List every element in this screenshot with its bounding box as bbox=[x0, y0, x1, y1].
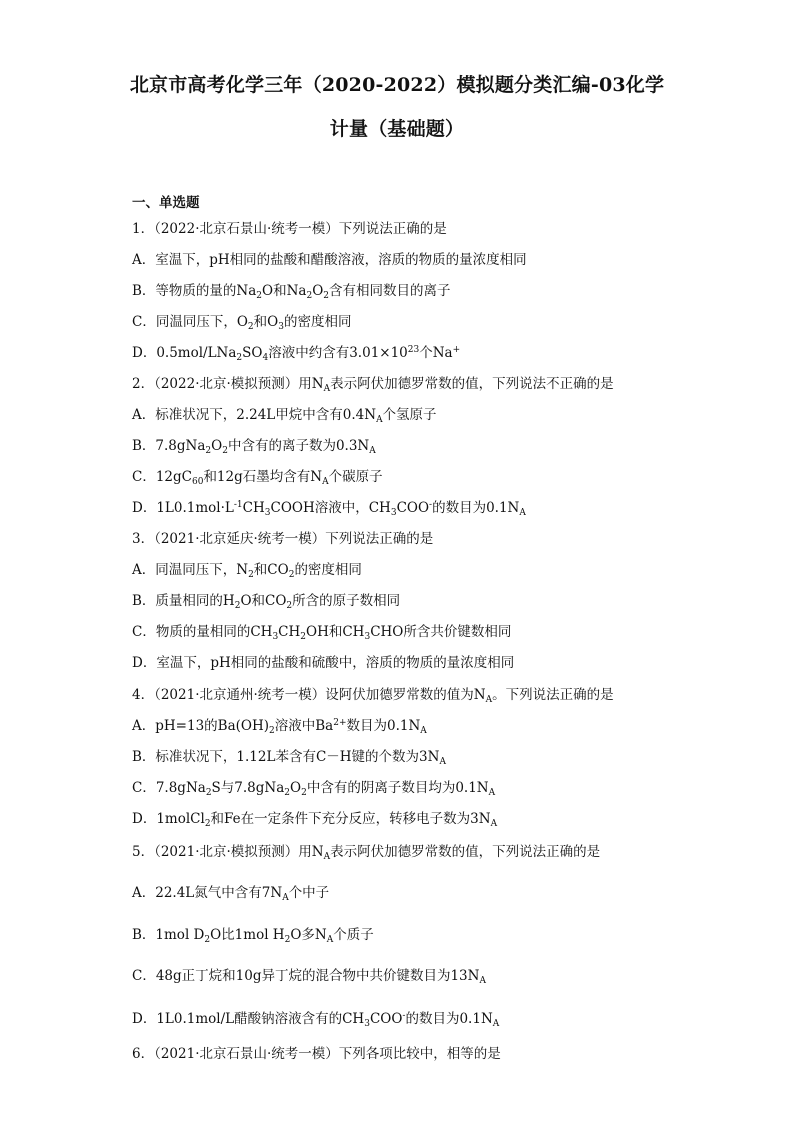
question-option: C．$12gC_{60}$和12g石墨均含有$N_A$个碳原子 bbox=[132, 469, 383, 487]
question-option: D．$0.5mol/LNa_2SO_4$溶液中约含有$3.01\times 10^{23}$个Na+ bbox=[132, 345, 461, 363]
question-option: C．物质的量相同的$CH_3CH_2OH$和$CH_3CHO$所含共价键数相同 bbox=[132, 624, 512, 642]
question-stem: 3．（2021·北京延庆·统考一模）下列说法正确的是 bbox=[132, 531, 434, 547]
section-heading: 一、单选题 bbox=[132, 195, 200, 211]
question-stem: 6．（2021·北京石景山·统考一模）下列各项比较中，相等的是 bbox=[132, 1046, 501, 1062]
question-option: A．pH=13的$Ba(OH)_2$溶液中$Ba^{2+}$数目为$0.1N_A$ bbox=[132, 718, 427, 736]
question-option: D．1molCl$_2$和Fe在一定条件下充分反应，转移电子数为$3N_A$ bbox=[132, 811, 498, 829]
question-option: C．同温同压下，$O_2$和$O_3$的密度相同 bbox=[132, 314, 352, 332]
question-option: B．$7.8gNa_2O_2$中含有的离子数为$0.3N_A$ bbox=[132, 438, 376, 456]
question-option: A．室温下，pH相同的盐酸和醋酸溶液，溶质的物质的量浓度相同 bbox=[132, 252, 527, 268]
document-title-line-1: 北京市高考化学三年（2020-2022）模拟题分类汇编-03化学 bbox=[129, 74, 665, 96]
question-option: D．室温下，pH相同的盐酸和硫酸中，溶质的物质的量浓度相同 bbox=[132, 655, 515, 671]
question-option: D．1L0.1mol/L醋酸钠溶液含有的$CH_3COO^-$的数目为$0.1N_A$ bbox=[132, 1011, 500, 1029]
question-option: B．等物质的量的$Na_2O$和$Na_2O_2$含有相同数目的离子 bbox=[132, 283, 451, 301]
question-option: B．质量相同的$H_2O$和$CO_2$所含的原子数相同 bbox=[132, 593, 401, 611]
question-option: A．22.4L氮气中含有$7N_A$个中子 bbox=[132, 885, 330, 903]
question-option: D．$1L0.1mol\cdot L^{-1}CH_3COOH$溶液中，$CH_3COO^-$的数目为$0.1N_A$ bbox=[132, 500, 526, 518]
question-option: C．48g正丁烷和10g异丁烷的混合物中共价键数目为$13N_A$ bbox=[132, 968, 486, 986]
question-option: B．1mol $D_2O$比1mol $H_2O$多$N_A$个质子 bbox=[132, 927, 374, 945]
document-title-line-2: 计量（基础题） bbox=[329, 118, 465, 140]
question-stem: 1．（2022·北京石景山·统考一模）下列说法正确的是 bbox=[132, 221, 447, 237]
question-option: C．7.8gNa$_2$S与$7.8gNa_2O_2$中含有的阴离子数目均为$0.1N_A$ bbox=[132, 780, 496, 798]
question-stem: 5．（2021·北京·模拟预测）用$N_A$表示阿伏加德罗常数的值，下列说法正确的是 bbox=[132, 844, 601, 862]
question-stem: 2．（2022·北京·模拟预测）用$N_A$表示阿伏加德罗常数的值，下列说法不正确的是 bbox=[132, 376, 614, 394]
question-option: A．同温同压下，$N_2$和$CO_2$的密度相同 bbox=[132, 562, 362, 580]
question-stem: 4．（2021·北京通州·统考一模）设阿伏加德罗常数的值为$N_A$。下列说法正确的是 bbox=[132, 687, 614, 705]
question-option: A．标准状况下，2.24L甲烷中含有$0.4N_A$个氢原子 bbox=[132, 407, 437, 425]
question-option: B．标准状况下，1.12L苯含有C－H键的个数为$3N_A$ bbox=[132, 749, 446, 767]
